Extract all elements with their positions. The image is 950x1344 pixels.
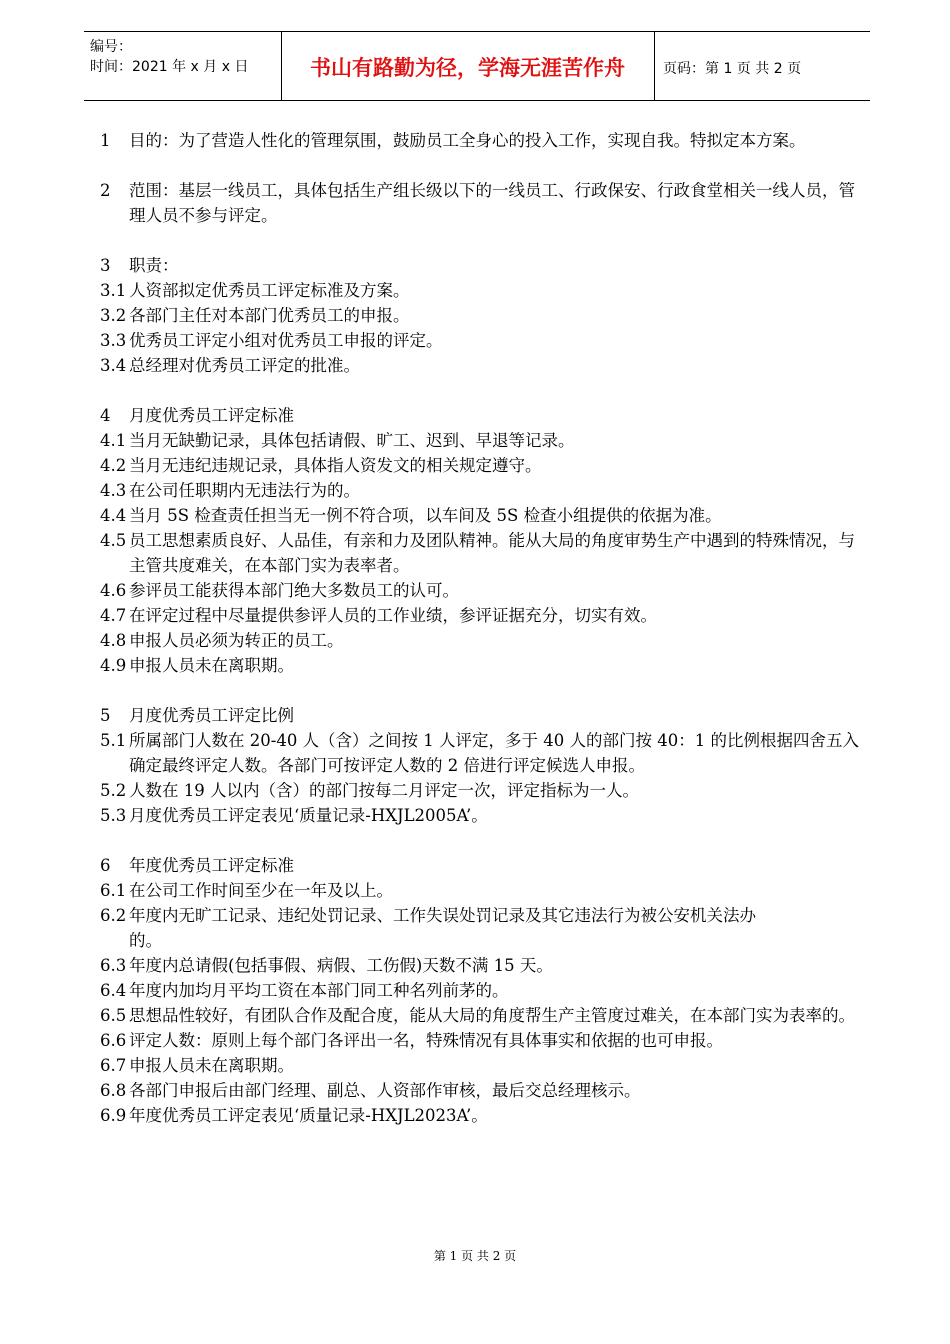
clause-number: 3.2 xyxy=(100,306,127,325)
clause-number: 6.1 xyxy=(100,881,127,900)
clause-line xyxy=(100,528,860,578)
clause-line xyxy=(100,778,860,803)
clause-line xyxy=(100,1103,860,1128)
clause-number: 4.5 xyxy=(100,531,127,550)
clause-line xyxy=(100,1078,860,1103)
section xyxy=(100,703,860,828)
clause-number: 3.3 xyxy=(100,331,127,350)
clause-number: 4.2 xyxy=(100,456,127,475)
clause-line xyxy=(100,328,860,353)
clause-text: 年度内加均月平均工资在本部门同工种名列前茅的。 xyxy=(129,981,509,1000)
clause-line xyxy=(100,953,860,978)
clause-line xyxy=(100,978,860,1003)
clause-text: 月度优秀员工评定比例 xyxy=(129,706,294,725)
section xyxy=(100,253,860,378)
clause-line xyxy=(100,1028,860,1053)
clause-line xyxy=(100,178,860,228)
header-page-cell xyxy=(655,32,870,100)
clause-number: 3.1 xyxy=(100,281,127,300)
clause-text: 员工思想素质良好、人品佳，有亲和力及团队精神。能从大局的角度审势生产中遇到的特殊情况，与主管共度难关，在本部门实为表率者。 xyxy=(129,531,855,575)
clause-line xyxy=(100,628,860,653)
clause-number: 4.7 xyxy=(100,606,127,625)
clause-number: 1 xyxy=(100,131,111,150)
clause-number: 6.6 xyxy=(100,1031,127,1050)
clause-text: 评定人数：原则上每个部门各评出一名，特殊情况有具体事实和依据的也可申报。 xyxy=(129,1031,723,1050)
clause-number: 5 xyxy=(100,706,111,725)
document-body xyxy=(100,128,860,1153)
clause-text: 目的：为了营造人性化的管理氛围，鼓励员工全身心的投入工作，实现自我。特拟定本方案。 xyxy=(129,131,806,150)
clause-text: 当月无违纪违规记录，具体指人资发文的相关规定遵守。 xyxy=(129,456,542,475)
clause-number: 6.9 xyxy=(100,1106,127,1125)
clause-number: 4.3 xyxy=(100,481,127,500)
clause-line xyxy=(100,1053,860,1078)
clause-text: 参评员工能获得本部门绝大多数员工的认可。 xyxy=(129,581,459,600)
clause-line xyxy=(100,578,860,603)
document-header xyxy=(84,31,870,101)
clause-text: 在公司工作时间至少在一年及以上。 xyxy=(129,881,393,900)
clause-number: 3.4 xyxy=(100,356,127,375)
clause-text: 所属部门人数在 20-40 人（含）之间按 1 人评定，多于 40 人的部门按 40：1 的比例根据四舍五入确定最终评定人数。各部门可按评定人数的 2 倍进行评定候选人申报。 xyxy=(129,731,860,775)
clause-text: 当月无缺勤记录，具体包括请假、旷工、迟到、早退等记录。 xyxy=(129,431,575,450)
clause-number: 6.7 xyxy=(100,1056,127,1075)
header-meta-cell xyxy=(84,32,282,100)
clause-line xyxy=(100,803,860,828)
clause-text: 月度优秀员工评定标准 xyxy=(129,406,294,425)
clause-line xyxy=(100,703,860,728)
section xyxy=(100,178,860,228)
clause-number: 5.3 xyxy=(100,806,127,825)
clause-text: 年度优秀员工评定标准 xyxy=(129,856,294,875)
clause-text: 思想品性较好，有团队合作及配合度，能从大局的角度帮生产主管度过难关，在本部门实为表率的。 xyxy=(129,1006,855,1025)
time-label: 时间：2021 年 x 月 x 日 xyxy=(90,59,249,75)
clause-text: 当月 5S 检查责任担当无一例不符合项，以车间及 5S 检查小组提供的依据为准。 xyxy=(129,506,722,525)
clause-line xyxy=(100,303,860,328)
clause-line xyxy=(100,853,860,878)
clause-number: 4.6 xyxy=(100,581,127,600)
clause-line xyxy=(100,878,860,903)
clause-line xyxy=(100,353,860,378)
clause-line xyxy=(100,478,860,503)
clause-line xyxy=(100,603,860,628)
clause-text: 年度内总请假(包括事假、病假、工伤假)天数不满 15 天。 xyxy=(129,956,553,975)
clause-text: 年度内无旷工记录、违纪处罚记录、工作失误处罚记录及其它违法行为被公安机关法办 xyxy=(129,906,756,925)
clause-line xyxy=(100,728,860,778)
clause-line xyxy=(100,453,860,478)
clause-text: 范围：基层一线员工，具体包括生产组长级以下的一线员工、行政保安、行政食堂相关一线人员，管理人员不参与评定。 xyxy=(129,181,855,225)
page-footer: 第 1 页 共 2 页 xyxy=(433,1249,517,1263)
clause-line xyxy=(100,903,860,928)
clause-number: 2 xyxy=(100,181,111,200)
clause-text: 申报人员未在离职期。 xyxy=(129,1056,294,1075)
clause-number: 6.2 xyxy=(100,906,127,925)
clause-number: 4.8 xyxy=(100,631,127,650)
clause-number: 6.5 xyxy=(100,1006,127,1025)
clause-text: 人数在 19 人以内（含）的部门按每二月评定一次，评定指标为一人。 xyxy=(129,781,639,800)
clause-number: 4.1 xyxy=(100,431,127,450)
clause-text: 各部门申报后由部门经理、副总、人资部作审核，最后交总经理核示。 xyxy=(129,1081,641,1100)
clause-line xyxy=(100,428,860,453)
clause-number: 6 xyxy=(100,856,111,875)
clause-line xyxy=(100,278,860,303)
section xyxy=(100,128,860,153)
clause-text: 职责： xyxy=(129,256,179,275)
motto-text: 书山有路勤为径，学海无涯苦作舟 xyxy=(310,56,625,80)
clause-line xyxy=(100,128,860,153)
clause-line xyxy=(100,253,860,278)
clause-line xyxy=(100,503,860,528)
clause-number: 6.8 xyxy=(100,1081,127,1100)
header-motto-cell xyxy=(281,32,655,100)
clause-number: 5.1 xyxy=(100,731,127,750)
clause-text: 申报人员未在离职期。 xyxy=(129,656,294,675)
clause-text: 年度优秀员工评定表见‘质量记录-HXJL2023A’。 xyxy=(129,1106,488,1125)
clause-text: 在评定过程中尽量提供参评人员的工作业绩，参评证据充分，切实有效。 xyxy=(129,606,657,625)
clause-number: 5.2 xyxy=(100,781,127,800)
clause-number: 4.9 xyxy=(100,656,127,675)
clause-line xyxy=(100,1003,860,1028)
clause-continuation: 的。 xyxy=(129,931,162,950)
clause-number: 4.4 xyxy=(100,506,127,525)
clause-text: 人资部拟定优秀员工评定标准及方案。 xyxy=(129,281,410,300)
clause-text: 在公司任职期内无违法行为的。 xyxy=(129,481,360,500)
clause-text: 优秀员工评定小组对优秀员工申报的评定。 xyxy=(129,331,443,350)
serial-label: 编号： xyxy=(90,39,132,55)
clause-text: 总经理对优秀员工评定的批准。 xyxy=(129,356,360,375)
page-info: 页码：第 1 页 共 2 页 xyxy=(663,61,802,77)
clause-number: 4 xyxy=(100,406,111,425)
clause-text: 月度优秀员工评定表见‘质量记录-HXJL2005A’。 xyxy=(129,806,488,825)
clause-line xyxy=(100,653,860,678)
clause-line xyxy=(100,403,860,428)
clause-number: 3 xyxy=(100,256,111,275)
section xyxy=(100,403,860,678)
clause-number: 6.4 xyxy=(100,981,127,1000)
section xyxy=(100,853,860,1128)
clause-text: 申报人员必须为转正的员工。 xyxy=(129,631,344,650)
clause-text: 各部门主任对本部门优秀员工的申报。 xyxy=(129,306,410,325)
clause-number: 6.3 xyxy=(100,956,127,975)
